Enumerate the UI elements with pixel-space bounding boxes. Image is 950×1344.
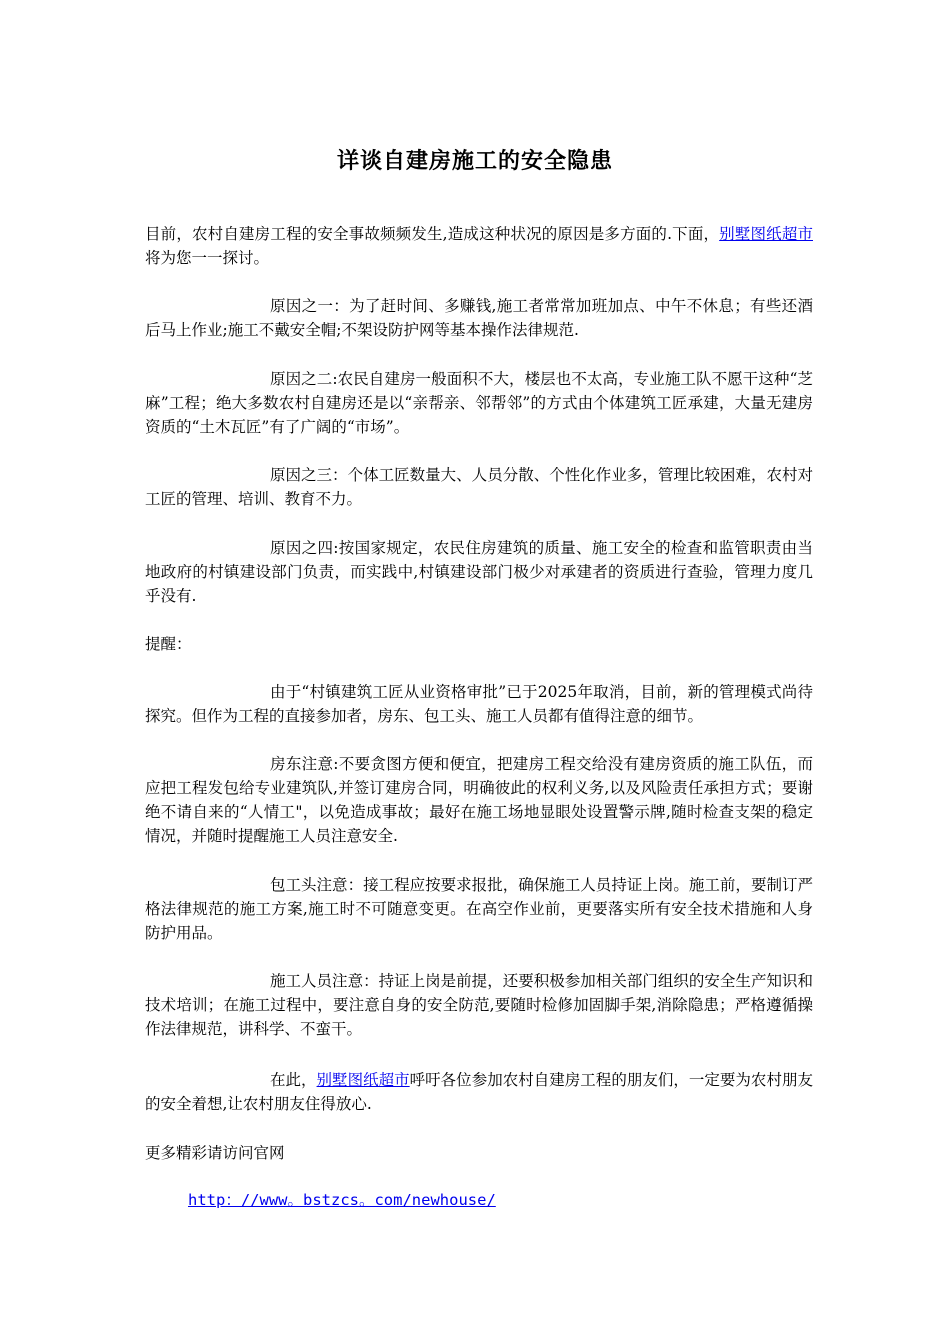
closing-text-before: 在此， bbox=[270, 1071, 317, 1089]
intro-link[interactable]: 别墅图纸超市 bbox=[719, 225, 813, 243]
reminder-1-paragraph: 由于“村镇建筑工匠从业资格审批”已于2025年取消，目前，新的管理模式尚待探究。但作为工程的直接参加者，房东、包工头、施工人员都有值得注意的细节。 bbox=[145, 683, 813, 725]
contractor-note-paragraph: 包工头注意：接工程应按要求报批，确保施工人员持证上岗。施工前，要制订严格法律规范的施工方案,施工时不可随意变更。在高空作业前，更要落实所有安全技术措施和人身防护用品。 bbox=[145, 876, 813, 942]
landlord-note-paragraph: 房东注意:不要贪图方便和便宜，把建房工程交给没有建房资质的施工队伍，而应把工程发包给专业建筑队,并签订建房合同，明确彼此的权利义务,以及风险责任承担方式；要谢绝不请自来的“人情工"，以免造成事故；最好在施工场地显眼处设置警示牌,随时检查支架的稳定情况，并随时提醒施工人员注意安全. bbox=[145, 755, 813, 845]
more-info-text: 更多精彩请访问官网 bbox=[145, 1144, 285, 1162]
intro-text-after: 将为您一一探讨。 bbox=[145, 249, 270, 267]
closing-link[interactable]: 别墅图纸超市 bbox=[316, 1071, 410, 1089]
reason-4-paragraph: 原因之四:按国家规定，农民住房建筑的质量、施工安全的检查和监管职责由当地政府的村镇建设部门负责，而实践中,村镇建设部门极少对承建者的资质进行查验，管理力度几乎没有. bbox=[145, 539, 813, 605]
closing-text-after: 呼吁各位参加农村自建房工程的朋友们，一定要为农村朋友的安全着想,让农村朋友住得放心. bbox=[145, 1071, 813, 1113]
reason-3-paragraph: 原因之三：个体工匠数量大、人员分散、个性化作业多，管理比较困难，农村对工匠的管理、培训、教育不力。 bbox=[145, 466, 813, 508]
reason-2-paragraph: 原因之二:农民自建房一般面积不大，楼层也不太高，专业施工队不愿干这种“芝麻”工程；绝大多数农村自建房还是以“亲帮亲、邻帮邻”的方式由个体建筑工匠承建，大量无建房资质的“土木瓦匠”有了广阔的“市场”。 bbox=[145, 370, 813, 436]
reason-1-paragraph: 原因之一：为了赶时间、多赚钱,施工者常常加班加点、中午不休息；有些还酒后马上作业;施工不戴安全帽;不架设防护网等基本操作法律规范. bbox=[145, 297, 813, 339]
reminder-heading: 提醒： bbox=[145, 635, 192, 653]
intro-text-before: 目前，农村自建房工程的安全事故频频发生,造成这种状况的原因是多方面的.下面， bbox=[145, 225, 720, 243]
website-url-link[interactable]: http：//www。bstzcs。com/newhouse/ bbox=[188, 1191, 496, 1209]
intro-paragraph bbox=[145, 222, 813, 270]
closing-paragraph bbox=[145, 1068, 813, 1116]
worker-note-paragraph: 施工人员注意：持证上岗是前提，还要积极参加相关部门组织的安全生产知识和技术培训；在施工过程中，要注意自身的安全防范,要随时检修加固脚手架,消除隐患；严格遵循操作法律规范，讲科学、不蛮干。 bbox=[145, 972, 813, 1038]
document-title: 详谈自建房施工的安全隐患 bbox=[336, 149, 613, 174]
